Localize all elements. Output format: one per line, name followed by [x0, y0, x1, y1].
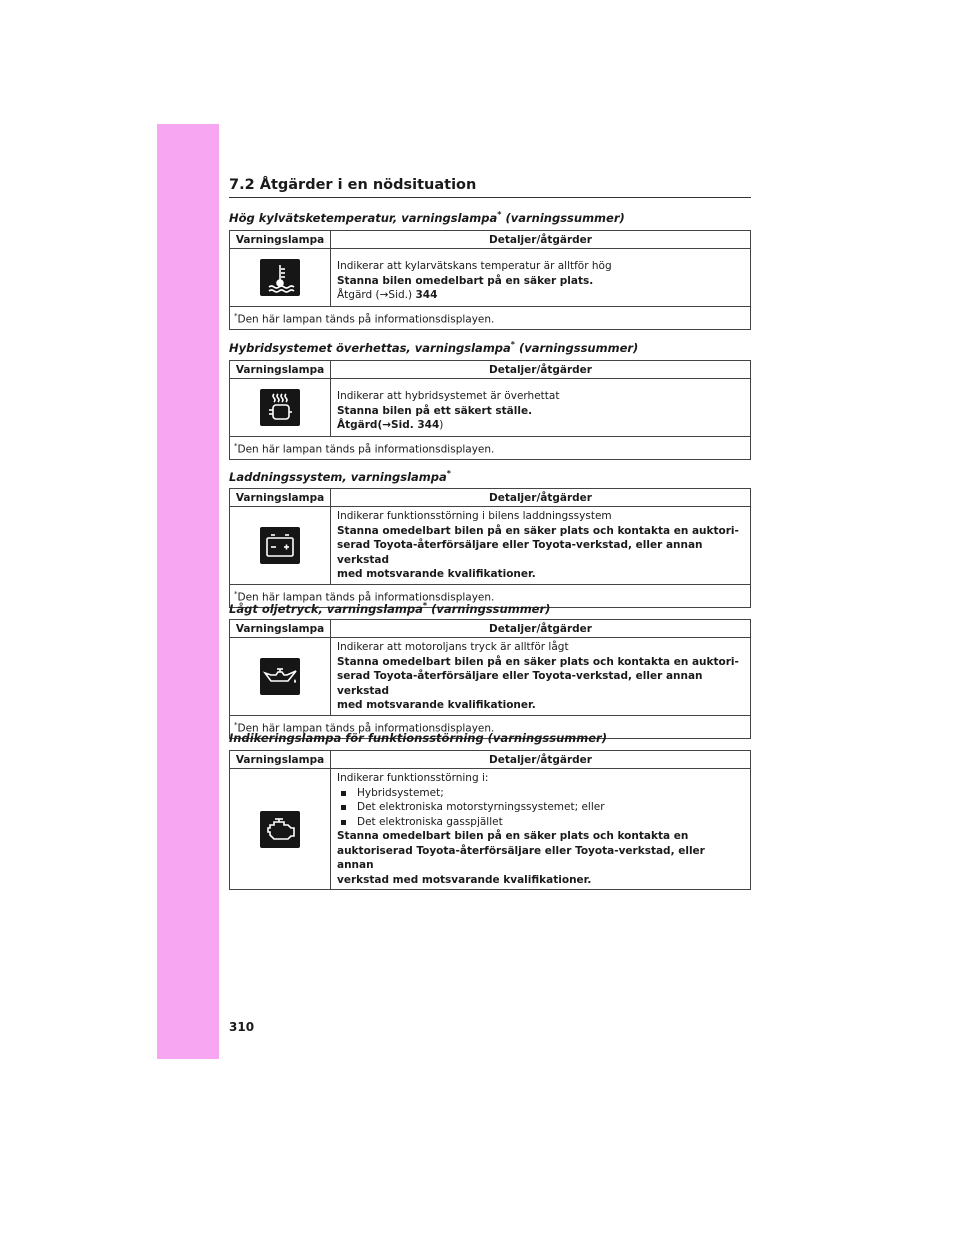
footnote: *Den här lampan tänds på informationsdisplayen.: [230, 307, 751, 330]
column-header-details: Detaljer/åtgärder: [331, 489, 751, 507]
section-title-charging: Laddningssystem, varningslampa*: [229, 469, 451, 484]
battery-charging-icon: [260, 527, 300, 564]
section-title-oil: Lågt oljetryck, varningslampa* (varningssummer): [229, 601, 551, 616]
hybrid-overheat-icon: [260, 389, 300, 426]
details-cell-charging: Indikerar funktionsstörning i bilens laddningssystem Stanna omedelbart bilen på en säker plats och kontakta en auktori- serad Toyota-återförsäljare eller Toyota-verkstad, eller annan verkstad med motsvarande kvalifikationer.: [331, 507, 751, 585]
list-item: Det elektroniska gasspjället: [337, 815, 744, 830]
check-engine-icon: [260, 811, 300, 848]
list-item: Hybridsystemet;: [337, 786, 744, 801]
column-header-lamp: Varningslampa: [230, 361, 331, 379]
chapter-side-tab: [157, 124, 219, 1059]
section-title-hybrid: Hybridsystemet överhettas, varningslampa* (varningssummer): [229, 340, 639, 355]
section-title-malfunction: Indikeringslampa för funktionsstörning (varningssummer): [229, 731, 607, 745]
footnote: *Den här lampan tänds på informationsdisplayen.: [230, 584, 751, 607]
page-reference: 344: [415, 289, 438, 301]
column-header-lamp: Varningslampa: [230, 620, 331, 638]
column-header-details: Detaljer/åtgärder: [331, 751, 751, 769]
coolant-temperature-icon: [260, 259, 300, 296]
details-cell-oil: Indikerar att motoroljans tryck är alltför lågt Stanna omedelbart bilen på en säker plats och kontakta en auktori- serad Toyota-återförsäljare eller Toyota-verkstad, eller annan verkstad med motsvarande kvalifikationer.: [331, 638, 751, 716]
list-item: Det elektroniska motorstyrningssystemet; eller: [337, 800, 744, 815]
footnote: *Den här lampan tänds på informationsdisplayen.: [230, 715, 751, 738]
details-cell-coolant: Indikerar att kylarvätskans temperatur är alltför hög Stanna bilen omedelbart på en säker plats. Åtgärd (→Sid.) 344: [331, 249, 751, 307]
warning-table-coolant: [229, 230, 751, 330]
details-cell-malfunction: Indikerar funktionsstörning i: Hybridsystemet; Det elektroniska motorstyrningssystemet; eller Det elektroniska gasspjället Stanna omedelbart bilen på en säker plats och kontakta en auktoriserad Toyota-återförsäljare eller Toyota-verkstad, eller annan verkstad med motsvarande kvalifikationer.: [331, 769, 751, 890]
column-header-details: Detaljer/åtgärder: [331, 231, 751, 249]
warning-table-hybrid: [229, 360, 751, 460]
oil-pressure-icon: [260, 658, 300, 695]
column-header-details: Detaljer/åtgärder: [331, 361, 751, 379]
column-header-lamp: Varningslampa: [230, 231, 331, 249]
details-cell-hybrid: Indikerar att hybridsystemet är överhettat Stanna bilen på ett säkert ställe. Åtgärd(→Sid. 344): [331, 379, 751, 437]
footnote: *Den här lampan tänds på informationsdisplayen.: [230, 437, 751, 460]
warning-table-charging: [229, 488, 751, 608]
warning-table-malfunction: [229, 750, 751, 890]
column-header-lamp: Varningslampa: [230, 489, 331, 507]
column-header-details: Detaljer/åtgärder: [331, 620, 751, 638]
page-number: 310: [229, 1020, 255, 1034]
column-header-lamp: Varningslampa: [230, 751, 331, 769]
warning-table-oil: [229, 619, 751, 739]
section-title-coolant: Hög kylvätsketemperatur, varningslampa* (varningssummer): [229, 210, 625, 225]
chapter-title: 7.2 Åtgärder i en nödsituation: [229, 177, 751, 198]
